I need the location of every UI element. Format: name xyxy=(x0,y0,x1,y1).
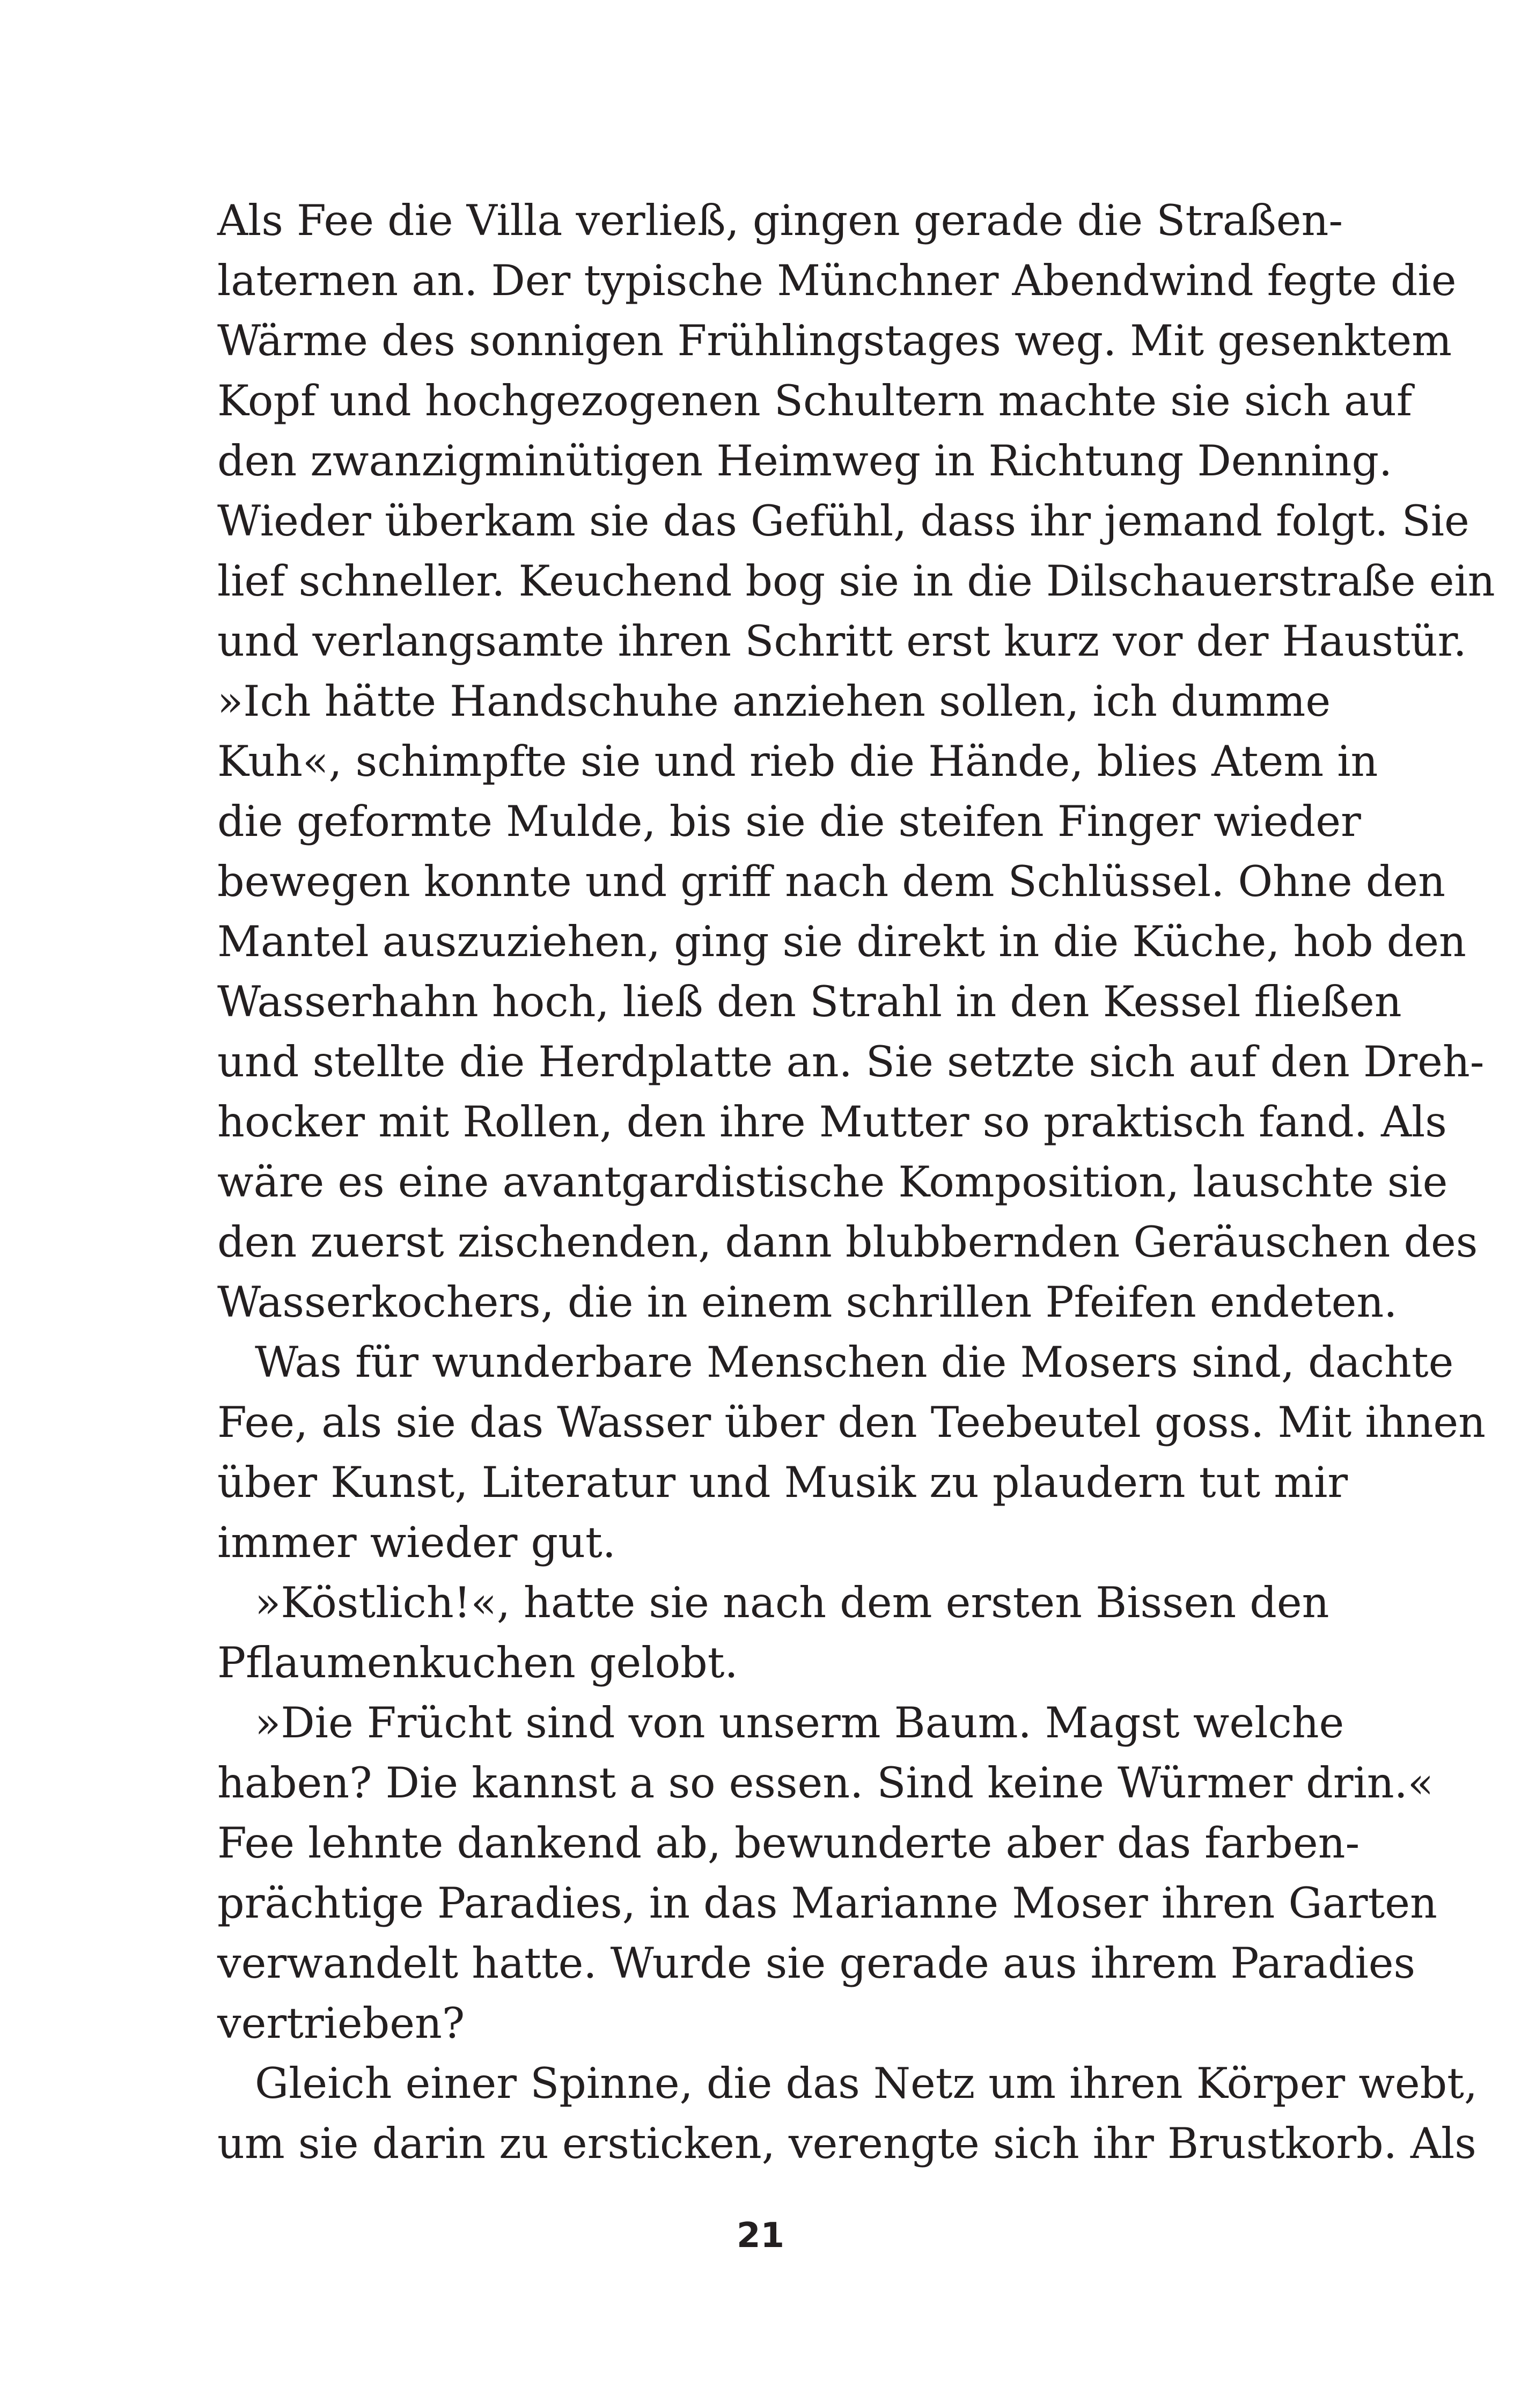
text-line: Wieder überkam sie das Gefühl, dass ihr jemand folgt. Sie xyxy=(217,496,1469,546)
text-line: und stellte die Herdplatte an. Sie setzte sich auf den Dreh- xyxy=(217,1037,1485,1086)
text-line: Kuh«, schimpfte sie und rieb die Hände, blies Atem in xyxy=(217,737,1378,786)
text-line: Mantel auszuziehen, ging sie direkt in die Küche, hob den xyxy=(217,917,1466,966)
text-line: Wärme des sonnigen Frühlingstages weg. Mit gesenktem xyxy=(217,316,1452,365)
text-line: »Köstlich!«, hatte sie nach dem ersten Bissen den xyxy=(255,1578,1329,1627)
text-line: den zuerst zischenden, dann blubbernden Geräuschen des xyxy=(217,1217,1478,1267)
text-line: und verlangsamte ihren Schritt erst kurz vor der Haustür. xyxy=(217,616,1467,666)
text-line: Wasserkochers, die in einem schrillen Pfeifen endeten. xyxy=(217,1278,1398,1327)
text-line: die geformte Mulde, bis sie die steifen Finger wieder xyxy=(217,797,1361,846)
text-line: Kopf und hochgezogenen Schultern machte sie sich auf xyxy=(217,376,1413,425)
text-line: den zwanzigminütigen Heimweg in Richtung Denning. xyxy=(217,436,1393,486)
text-line: Fee lehnte dankend ab, bewunderte aber das farben- xyxy=(217,1818,1360,1868)
text-line: »Ich hätte Handschuhe anziehen sollen, ich dumme xyxy=(217,677,1331,726)
text-line: laternen an. Der typische Münchner Abendwind fegte die xyxy=(217,256,1457,305)
text-line: hocker mit Rollen, den ihre Mutter so praktisch fand. Als xyxy=(217,1097,1447,1147)
text-line: verwandelt hatte. Wurde sie gerade aus ihrem Paradies xyxy=(217,1939,1416,1988)
text-line: Pflaumenkuchen gelobt. xyxy=(217,1638,738,1687)
text-line: Als Fee die Villa verließ, gingen gerade die Straßen- xyxy=(217,196,1343,245)
text-line: »Die Frücht sind von unserm Baum. Magst welche xyxy=(255,1698,1344,1748)
text-line: Gleich einer Spinne, die das Netz um ihren Körper webt, xyxy=(255,2059,1478,2108)
text-line: wäre es eine avantgardistische Komposition, lauschte sie xyxy=(217,1157,1448,1207)
text-line: immer wieder gut. xyxy=(217,1518,616,1567)
text-line: haben? Die kannst a so essen. Sind keine Würmer drin.« xyxy=(217,1758,1434,1808)
page-number: 21 xyxy=(736,2216,785,2256)
text-line: Fee, als sie das Wasser über den Teebeutel goss. Mit ihnen xyxy=(217,1398,1486,1447)
text-line: Was für wunderbare Menschen die Mosers sind, dachte xyxy=(255,1338,1454,1387)
text-line: vertrieben? xyxy=(217,1999,465,2048)
text-line: lief schneller. Keuchend bog sie in die Dilschauerstraße ein xyxy=(217,556,1495,606)
text-line: Wasserhahn hoch, ließ den Strahl in den Kessel fließen xyxy=(217,977,1402,1026)
text-line: prächtige Paradies, in das Marianne Moser ihren Garten xyxy=(217,1878,1437,1928)
text-line: über Kunst, Literatur und Musik zu plaudern tut mir xyxy=(217,1458,1348,1507)
text-line: um sie darin zu ersticken, verengte sich ihr Brustkorb. Als xyxy=(217,2119,1476,2168)
text-line: bewegen konnte und griff nach dem Schlüssel. Ohne den xyxy=(217,857,1445,906)
